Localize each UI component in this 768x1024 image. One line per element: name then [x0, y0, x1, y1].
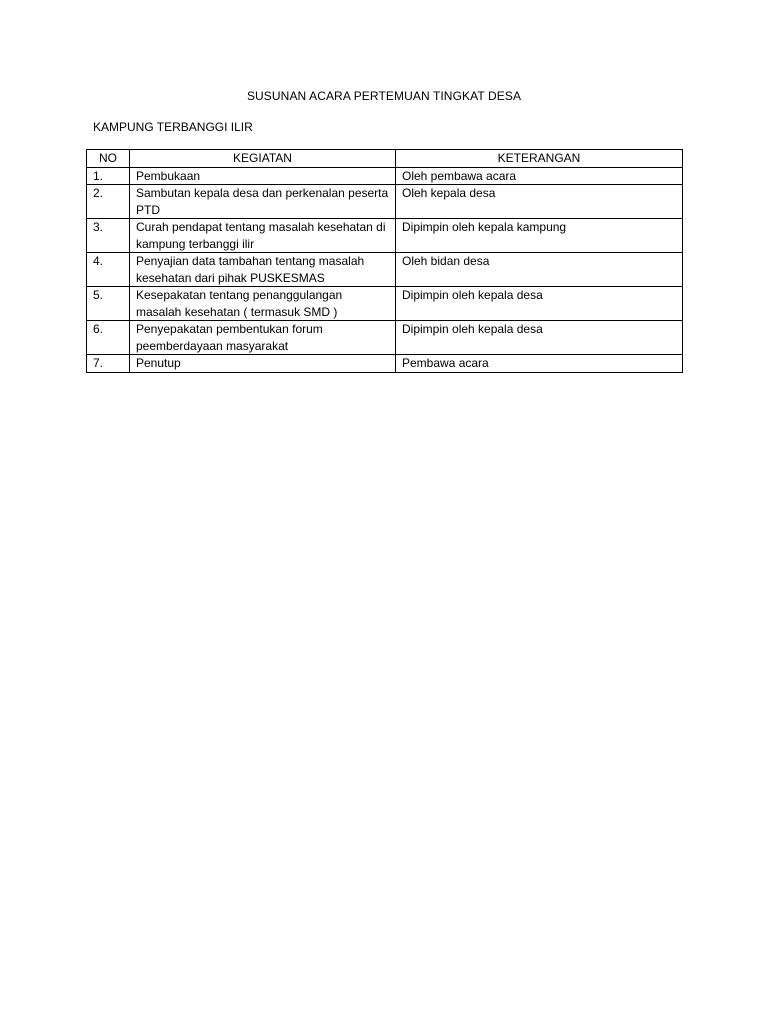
table-row — [87, 287, 683, 321]
cell-no: 6. — [87, 321, 130, 355]
cell-kegiatan: Curah pendapat tentang masalah kesehatan di kampung terbanggi ilir — [130, 219, 396, 253]
table-row — [87, 219, 683, 253]
table-row — [87, 185, 683, 219]
table-header-row — [87, 150, 683, 168]
page-title: SUSUNAN ACARA PERTEMUAN TINGKAT DESA — [246, 89, 522, 103]
document-subtitle: KAMPUNG TERBANGGI ILIR — [93, 120, 253, 134]
cell-keterangan: Oleh pembawa acara — [396, 167, 683, 185]
header-keterangan: KETERANGAN — [396, 150, 683, 168]
cell-kegiatan: Pembukaan — [130, 167, 396, 185]
cell-kegiatan: Penyajian data tambahan tentang masalah kesehatan dari pihak PUSKESMAS — [130, 253, 396, 287]
cell-no: 4. — [87, 253, 130, 287]
header-no: NO — [87, 150, 130, 168]
cell-keterangan: Oleh kepala desa — [396, 185, 683, 219]
cell-no: 7. — [87, 355, 130, 373]
table-row — [87, 253, 683, 287]
cell-kegiatan: Sambutan kepala desa dan perkenalan peserta PTD — [130, 185, 396, 219]
header-kegiatan: KEGIATAN — [130, 150, 396, 168]
cell-keterangan: Pembawa acara — [396, 355, 683, 373]
table-row — [87, 355, 683, 373]
cell-no: 5. — [87, 287, 130, 321]
cell-kegiatan: Kesepakatan tentang penanggulangan masalah kesehatan ( termasuk SMD ) — [130, 287, 396, 321]
cell-kegiatan: Penyepakatan pembentukan forum peemberdayaan masyarakat — [130, 321, 396, 355]
cell-no: 1. — [87, 167, 130, 185]
cell-no: 3. — [87, 219, 130, 253]
table-row — [87, 167, 683, 185]
cell-keterangan: Dipimpin oleh kepala kampung — [396, 219, 683, 253]
cell-keterangan: Dipimpin oleh kepala desa — [396, 321, 683, 355]
cell-keterangan: Dipimpin oleh kepala desa — [396, 287, 683, 321]
cell-no: 2. — [87, 185, 130, 219]
agenda-table — [86, 149, 683, 373]
cell-kegiatan: Penutup — [130, 355, 396, 373]
cell-keterangan: Oleh bidan desa — [396, 253, 683, 287]
table-row — [87, 321, 683, 355]
